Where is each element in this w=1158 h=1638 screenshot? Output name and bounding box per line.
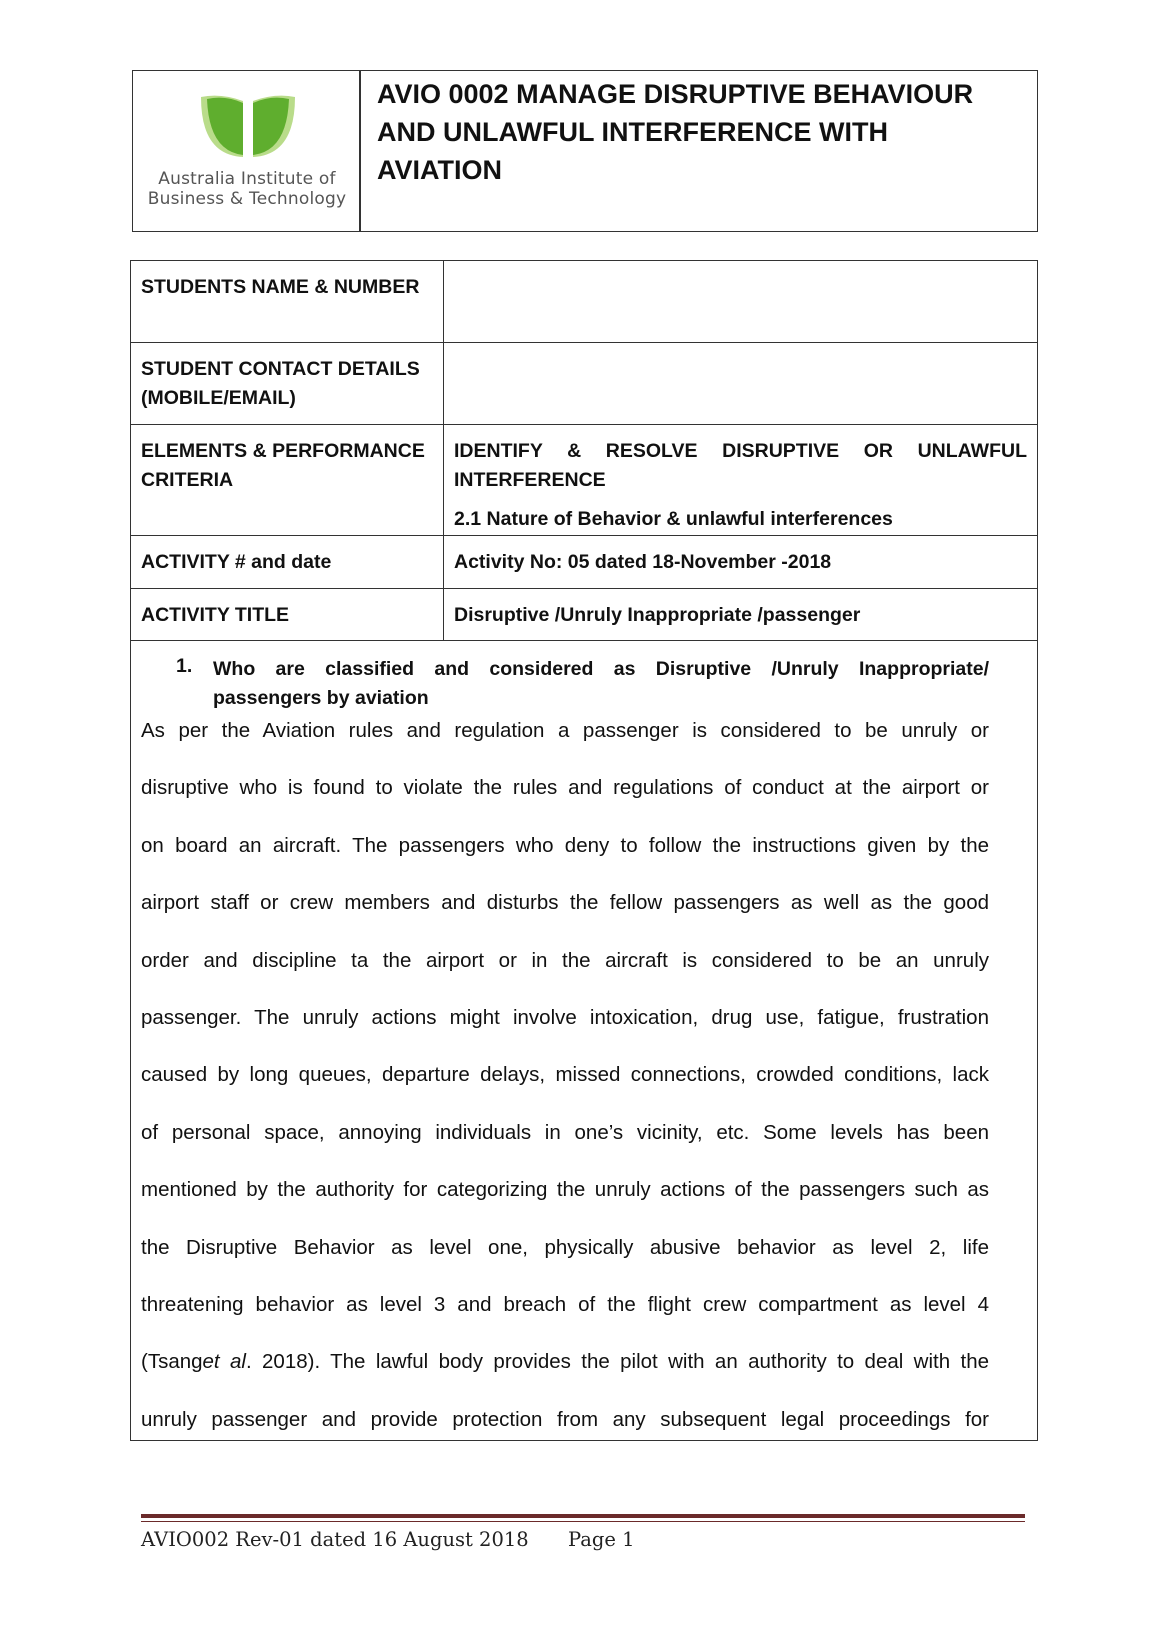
question-heading [213,655,989,713]
paragraph-line: on board an aircraft. The passengers who deny to follow the instructions given by the [141,833,989,857]
paragraph-line: caused by long queues, departure delays, missed connections, crowded conditions, lack [141,1063,989,1087]
table-row [131,261,1038,343]
question-line1: Who are classified and considered as Disruptive /Unruly Inappropriate/ [213,658,989,680]
activity-number-label: ACTIVITY # and date [131,536,444,589]
paragraph-line: As per the Aviation rules and regulation a passenger is considered to be unruly or [141,719,989,742]
citation-author: (Tsang [141,1350,203,1374]
elements-criteria-value [444,425,1038,536]
footer-rule-thin [141,1521,1025,1522]
activity-title-label: ACTIVITY TITLE [131,589,444,641]
contact-details-field[interactable] [444,343,1038,425]
logo-text-line2: Business & Technology [147,189,347,209]
citation-et-al: et al [202,1350,246,1374]
paragraph-line: threatening behavior as level 3 and breach of the flight crew compartment as level 4 [141,1292,989,1316]
citation-line [141,1347,989,1404]
footer-rule [141,1514,1025,1518]
title-box [360,70,1038,232]
paragraph-line: disruptive who is found to violate the rules and regulations of conduct at the airport or [141,776,989,800]
student-info-table [130,260,1038,641]
leaf-logo-icon [181,85,311,165]
paragraph-line: unruly passenger and provide protection from any subsequent legal proceedings for [141,1407,989,1431]
student-name-label: STUDENTS NAME & NUMBER [131,261,444,343]
answer-paragraph [141,716,989,1441]
question-number: 1. [176,655,193,677]
elements-criteria-heading: IDENTIFY & RESOLVE DISRUPTIVE OR UNLAWFUL INTERFERENCE [454,440,1027,491]
institute-logo [132,70,360,232]
paragraph-line: passenger. The unruly actions might involve intoxication, drug use, fatigue, frustration [141,1005,989,1029]
elements-criteria-subitem: 2.1 Nature of Behavior & unlawful interferences [454,508,893,530]
paragraph-line: the Disruptive Behavior as level one, physically abusive behavior as level 2, life [141,1235,989,1259]
paragraph-line: airport staff or crew members and disturbs the fellow passengers as well as the good [141,891,989,915]
citation-rest: . 2018). The lawful body provides the pilot with an authority to deal with the [245,1350,989,1374]
table-row [131,425,1038,536]
footer-revision: AVIO002 Rev-01 dated 16 August 2018 [141,1528,529,1551]
table-row [131,589,1038,641]
paragraph-line: of personal space, annoying individuals in one’s vicinity, etc. Some levels has been [141,1120,989,1144]
activity-title-value: Disruptive /Unruly Inappropriate /passenger [444,589,1038,641]
document-title: AVIO 0002 MANAGE DISRUPTIVE BEHAVIOUR AND UNLAWFUL INTERFERENCE WITH AVIATION [377,79,974,185]
answer-content-box [130,641,1038,1441]
table-row [131,343,1038,425]
table-row [131,536,1038,589]
contact-details-label: STUDENT CONTACT DETAILS (MOBILE/EMAIL) [131,343,444,425]
page-number: Page 1 [568,1528,635,1551]
elements-criteria-label: ELEMENTS & PERFORMANCE CRITERIA [131,425,444,536]
student-name-field[interactable] [444,261,1038,343]
paragraph-line: order and discipline ta the airport or in the aircraft is considered to be an unruly [141,948,989,972]
paragraph-line: mentioned by the authority for categorizing the unruly actions of the passengers such as [141,1178,989,1202]
question-line2: passengers by aviation [213,687,429,709]
logo-text-line1: Australia Institute of [158,169,336,189]
document-header [132,70,1038,232]
activity-number-value: Activity No: 05 dated 18-November -2018 [444,536,1038,589]
